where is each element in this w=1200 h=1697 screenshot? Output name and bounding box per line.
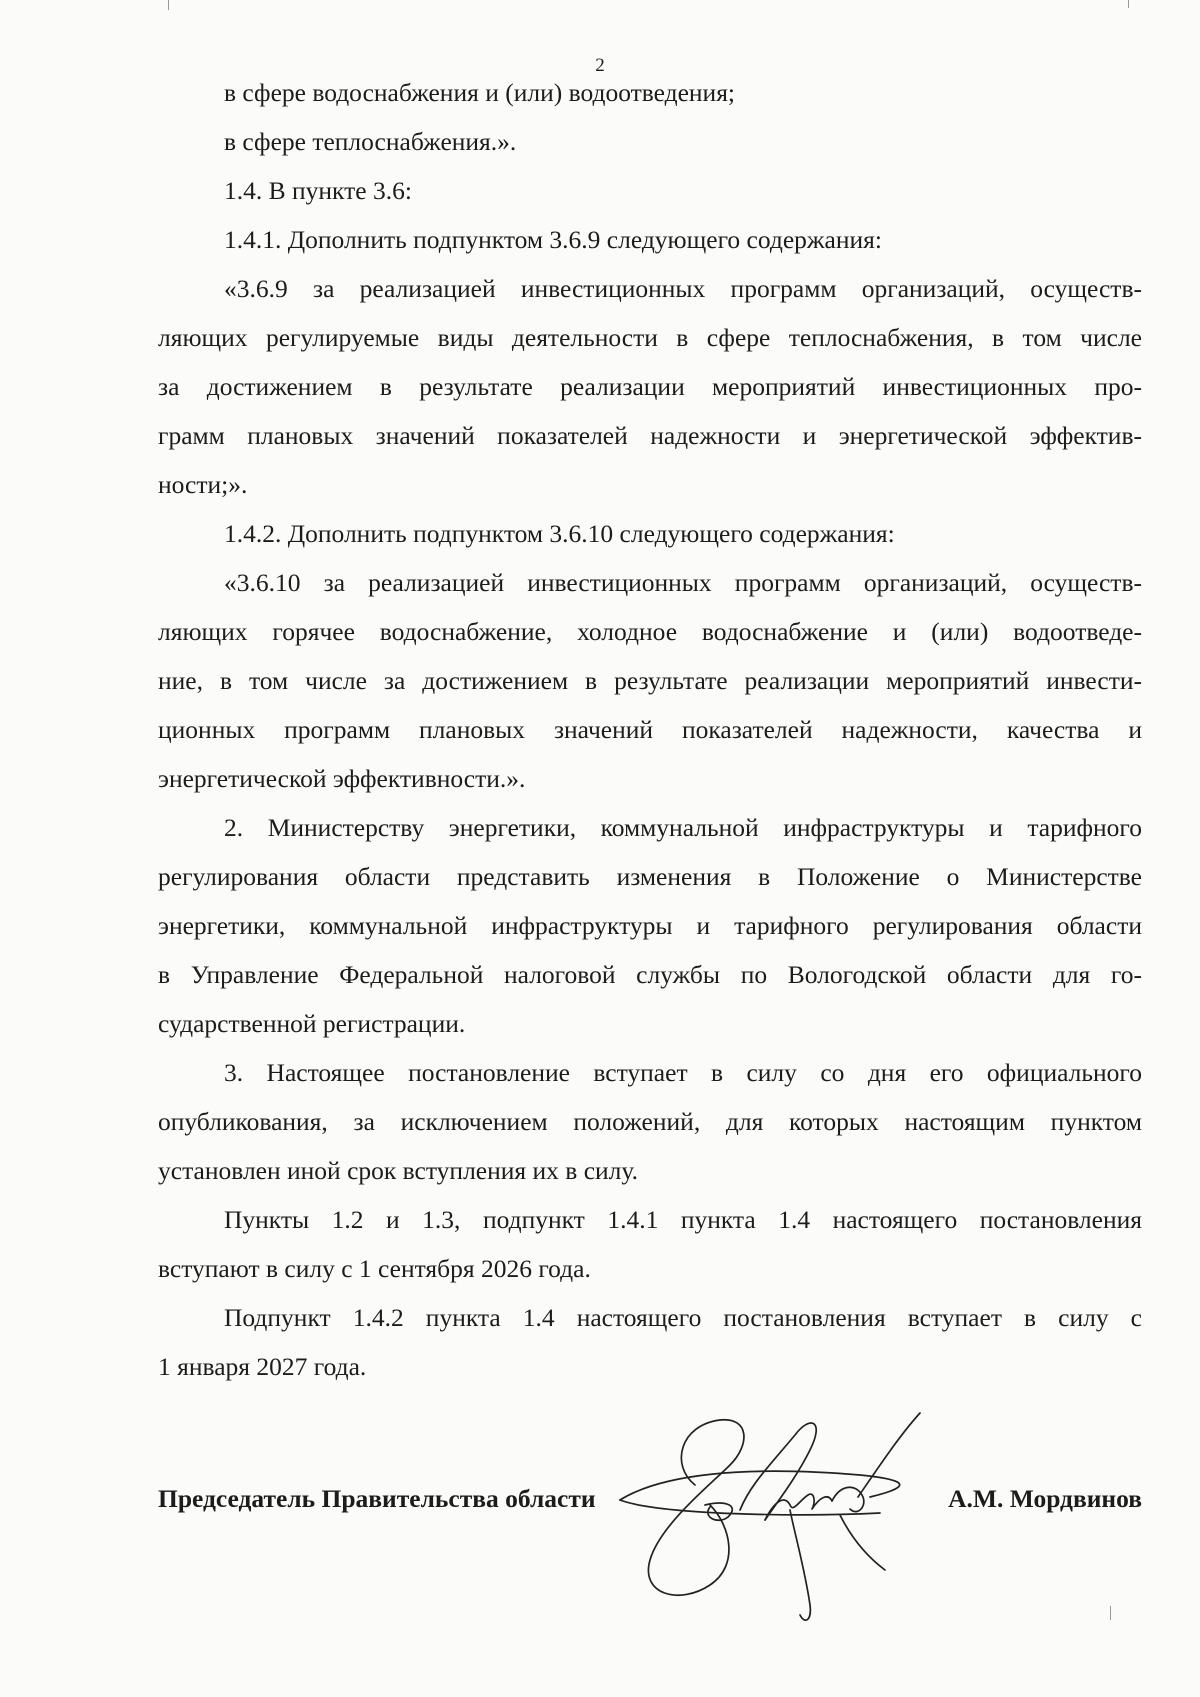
body-line: 3. Настоящее постановление вступает в силу со дня его официального [224,1058,1142,1087]
body-line: 2. Министерству энергетики, коммунальной инфраструктуры и тарифного [224,813,1142,842]
body-line: в Управление Федеральной налоговой службы по Вологодской области для го- [158,960,1142,989]
body-line: ности;». [158,470,248,499]
body-line: за достижением в результате реализации мероприятий инвестиционных про- [158,372,1142,401]
page-number: 2 [595,55,605,76]
body-line: Пункты 1.2 и 1.3, подпункт 1.4.1 пункта 1.4 настоящего постановления [224,1205,1142,1234]
scan-edge-mark [1128,0,1129,8]
body-line: сударственной регистрации. [158,1009,466,1038]
body-line: энергетической эффективности.». [158,764,526,793]
scan-edge-mark [168,0,169,10]
signatory-name: А.М. Мордвинов [948,1484,1142,1513]
body-line: грамм плановых значений показателей надежности и энергетической эффектив- [158,421,1142,450]
signatory-title: Председатель Правительства области [158,1484,596,1513]
body-line: «3.6.10 за реализацией инвестиционных программ организаций, осуществ- [224,568,1142,597]
body-line: в сфере теплоснабжения.». [224,127,517,156]
body-line: установлен иной срок вступления их в силу. [158,1156,638,1185]
body-line: 1.4.2. Дополнить подпунктом 3.6.10 следующего содержания: [224,519,895,548]
body-line: ляющих регулируемые виды деятельности в сфере теплоснабжения, в том числе [158,323,1142,352]
body-line: вступают в силу с 1 сентября 2026 года. [158,1254,591,1283]
handwritten-signature [600,1405,980,1645]
scan-edge-mark [1110,1606,1111,1620]
body-line: 1.4. В пункте 3.6: [224,176,412,205]
body-line: «3.6.9 за реализацией инвестиционных программ организаций, осуществ- [224,274,1142,303]
body-line: энергетики, коммунальной инфраструктуры и тарифного регулирования области [158,911,1142,940]
body-line: ляющих горячее водоснабжение, холодное водоснабжение и (или) водоотведе- [158,617,1142,646]
body-line: опубликования, за исключением положений, для которых настоящим пунктом [158,1107,1142,1136]
body-line: в сфере водоснабжения и (или) водоотведения; [224,78,736,107]
body-line: регулирования области представить изменения в Положение о Министерстве [158,862,1142,891]
body-line: 1 января 2027 года. [158,1352,367,1381]
body-line: ционных программ плановых значений показателей надежности, качества и [158,715,1142,744]
body-line: Подпункт 1.4.2 пункта 1.4 настоящего постановления вступает в силу с [224,1303,1142,1332]
body-line: ние, в том числе за достижением в результате реализации мероприятий инвести- [158,666,1142,695]
body-line: 1.4.1. Дополнить подпунктом 3.6.9 следующего содержания: [224,225,882,254]
